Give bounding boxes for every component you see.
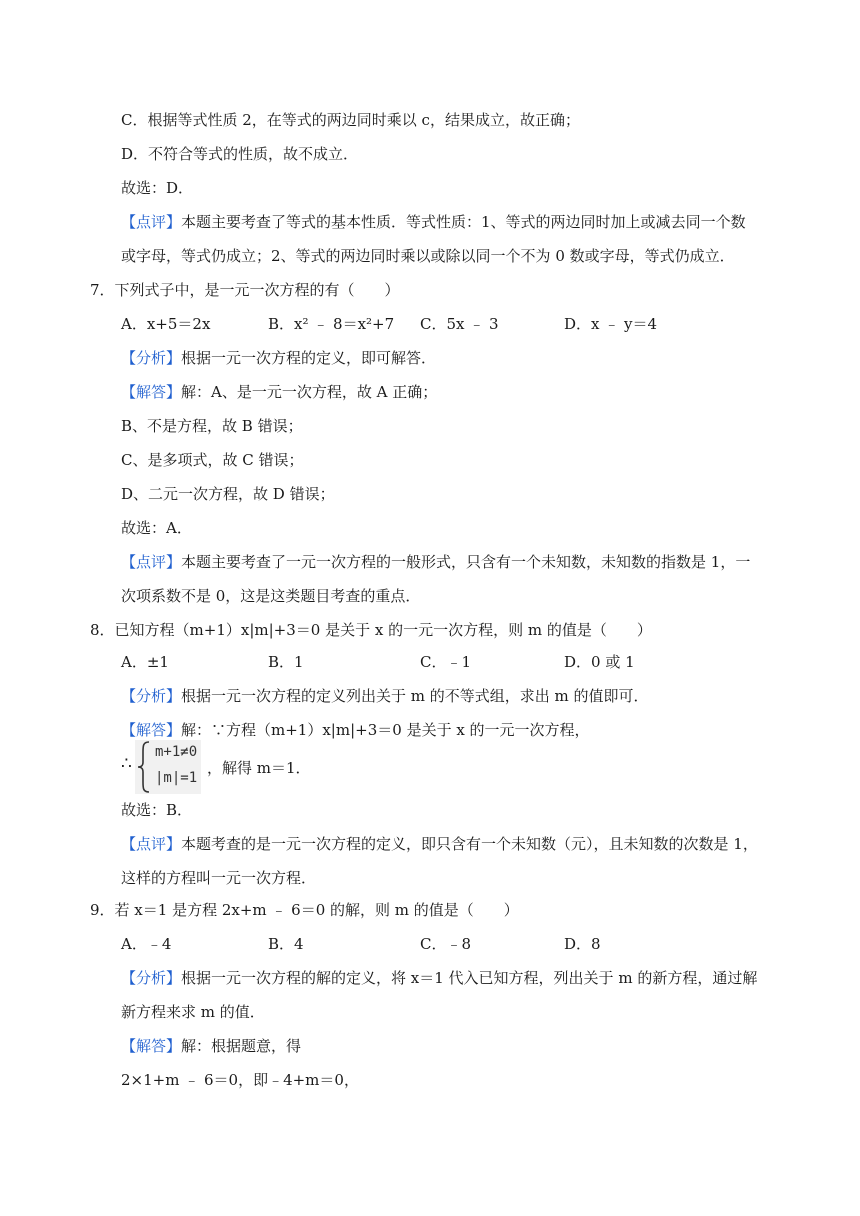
q7-option-b: B．x² ﹣ 8＝x²+7 xyxy=(268,315,395,333)
q6-line-d: D．不符合等式的性质，故不成立． xyxy=(121,145,359,163)
q9-solution-text-1: 解：根据题意，得 xyxy=(181,1037,302,1055)
q8-option-b: B．1 xyxy=(268,653,304,671)
system-result: ，解得 m＝1． xyxy=(207,759,311,777)
q7-comment xyxy=(121,552,750,572)
q7-comment-text-2: 次项系数不是 0，这是这类题目考查的重点． xyxy=(121,587,421,605)
q8-analysis xyxy=(121,686,649,706)
q9-option-c: C．﹣8 xyxy=(420,935,472,953)
q9-solution-text-2: 2×1+m ﹣ 6＝0，即﹣4+m＝0， xyxy=(121,1071,359,1089)
equation-system-image xyxy=(135,740,201,794)
analysis-tag: 【分析】 xyxy=(121,349,182,367)
q8-stem: 8．已知方程（m+1）x|m|+3＝0 是关于 x 的一元一次方程，则 m 的值是（ ） xyxy=(90,621,652,639)
q6-comment-text-2: 或字母，等式仍成立；2、等式的两边同时乘以或除以同一个不为 0 数或字母，等式仍成立． xyxy=(121,247,735,265)
q8-option-c: C．﹣1 xyxy=(420,653,472,671)
q6-line-c: C．根据等式性质 2，在等式的两边同时乘以 c，结果成立，故正确； xyxy=(121,111,580,129)
q8-equation-system xyxy=(121,740,321,796)
q7-option-c: C．5x ﹣ 3 xyxy=(420,315,499,333)
q9-stem: 9．若 x＝1 是方程 2x+m ﹣ 6＝0 的解，则 m 的值是（ ） xyxy=(90,901,519,919)
q9-option-d: D．8 xyxy=(564,935,601,953)
q8-option-a: A．±1 xyxy=(121,653,169,671)
q7-solution-text-1: 解：A、是一元一次方程，故 A 正确； xyxy=(181,383,438,401)
q7-answer: 故选：A． xyxy=(121,519,192,537)
analysis-tag: 【分析】 xyxy=(121,687,182,705)
solution-tag: 【解答】 xyxy=(121,1037,182,1055)
q9-option-a: A．﹣4 xyxy=(121,935,172,953)
q6-answer: 故选：D． xyxy=(121,179,194,197)
q8-answer: 故选：B． xyxy=(121,801,193,819)
solution-tag: 【解答】 xyxy=(121,721,182,739)
q7-solution-text-3: C、是多项式，故 C 错误； xyxy=(121,451,304,469)
q8-solution-text-1: 解：∵方程（m+1）x|m|+3＝0 是关于 x 的一元一次方程， xyxy=(181,721,590,739)
q8-comment-text-1: 本题考查的是一元一次方程的定义，即只含有一个未知数（元），且未知数的次数是 1， xyxy=(181,835,758,853)
q9-option-b: B．4 xyxy=(268,935,304,953)
q7-solution-text-4: D、二元一次方程，故 D 错误； xyxy=(121,485,335,503)
system-line-1: m+1≠0 xyxy=(155,744,198,760)
system-line-2: |m|=1 xyxy=(155,770,198,786)
comment-tag: 【点评】 xyxy=(121,835,182,853)
analysis-tag: 【分析】 xyxy=(121,969,182,987)
q9-analysis-text-1: 根据一元一次方程的解的定义，将 x＝1 代入已知方程，列出关于 m 的新方程，通过解 xyxy=(181,969,758,987)
q9-analysis-text-2: 新方程来求 m 的值． xyxy=(121,1003,265,1021)
q7-analysis-text: 根据一元一次方程的定义，即可解答． xyxy=(181,349,437,367)
q7-analysis xyxy=(121,348,436,368)
q7-solution xyxy=(121,382,437,402)
q8-solution xyxy=(121,720,590,740)
solution-tag: 【解答】 xyxy=(121,383,182,401)
q7-option-d: D．x ﹣ y＝4 xyxy=(564,315,658,333)
q7-stem: 7．下列式子中，是一元一次方程的有（ ） xyxy=(90,281,400,299)
q9-solution xyxy=(121,1036,301,1056)
q9-analysis xyxy=(121,968,757,988)
comment-tag: 【点评】 xyxy=(121,553,182,571)
q6-comment-text-1: 本题主要考查了等式的基本性质．等式性质：1、等式的两边同时加上或减去同一个数 xyxy=(181,213,746,231)
q8-comment-text-2: 这样的方程叫一元一次方程． xyxy=(121,869,317,887)
q7-option-a: A．x+5＝2x xyxy=(121,315,211,333)
q8-option-d: D．0 或 1 xyxy=(564,653,635,671)
therefore-symbol: ∴ xyxy=(121,754,132,774)
comment-tag: 【点评】 xyxy=(121,213,182,231)
q7-comment-text-1: 本题主要考查了一元一次方程的一般形式，只含有一个未知数，未知数的指数是 1，一 xyxy=(181,553,751,571)
q7-solution-text-2: B、不是方程，故 B 错误； xyxy=(121,417,303,435)
q8-analysis-text: 根据一元一次方程的定义列出关于 m 的不等式组，求出 m 的值即可． xyxy=(181,687,649,705)
q8-comment xyxy=(121,834,758,854)
q6-comment xyxy=(121,212,746,232)
